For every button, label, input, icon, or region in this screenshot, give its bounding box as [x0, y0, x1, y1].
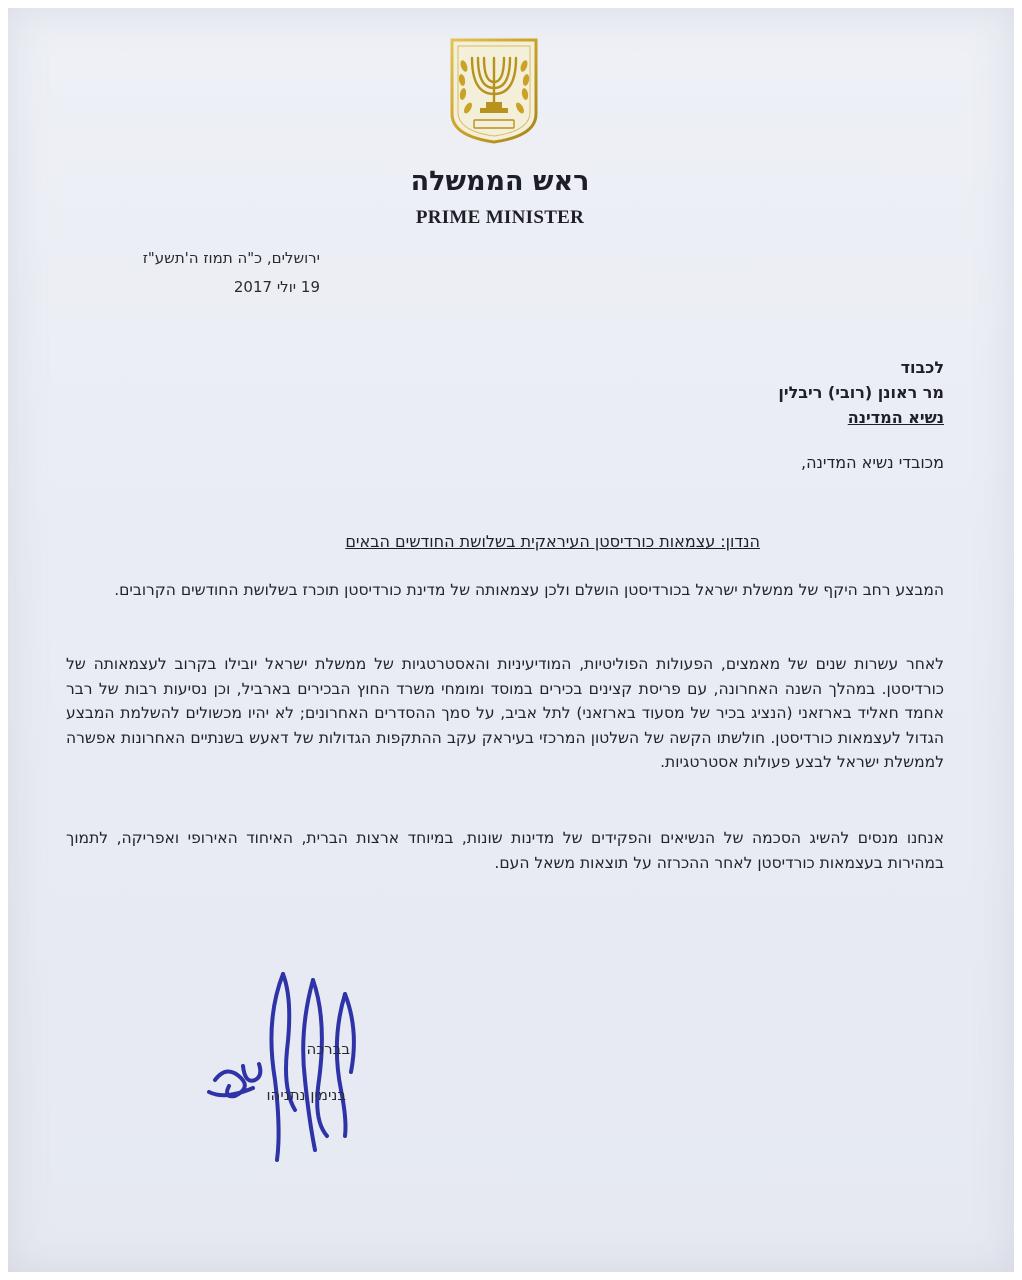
body-paragraph-3: אנחנו מנסים להשיג הסכמה של הנשיאים והפקידים של מדינות שונות, במיוחד ארצות הברית, האיחוד האירופי ואפריקה, לתמוך במהירות בעצמאות כורדיסטן לאחר ההכרזה על תוצאות משאל העם. — [66, 829, 944, 872]
gregorian-date: 19 יולי 2017 — [233, 278, 320, 296]
body-paragraph-2: לאחר עשרות שנים של מאמצים, הפעולות הפוליטיות, המודיעיניות והאסטרטגיות של ממשלת ישראל יובילו בקרוב לעצמאותה של כורדיסטן. במהלך השנה האחרונה, עם פריסת קצינים בכירים במוסד ומומחי משרד החוץ הבכירים בארביל, וכן נסיעות רבות של רבר אחמד חאליד בארזאני (הנציג בכיר של מסעוד בארזאני) לתל אביב, על סמך ההסדרים האחרונים; לא יהיו מכשולים להשלמת המבצע הגדול לעצמאות כורדיסטן. חולשתו הקשה של השלטון המרכזי בעיראק עקב ההתקפות הגדולות של דאעש בשנתיים האחרונות אפשרה לממשלת ישראל לבצע פעולות אסטרטגיות. — [66, 655, 944, 771]
hebrew-date: ירושלים, כ"ה תמוז ה'תשע"ז — [142, 249, 320, 267]
recipient-block — [560, 355, 944, 430]
recipient-name: מר ראונן (רובי) ריבלין — [778, 383, 944, 402]
letter-date — [80, 244, 320, 302]
recipient-honorific: לכבוד — [900, 358, 944, 377]
letterhead-title-english: PRIME MINISTER — [415, 207, 585, 228]
letter-paper — [8, 8, 1014, 1272]
letterhead-title-hebrew: ראש הממשלה — [410, 166, 590, 197]
letter-subject: הנדון: עצמאות כורדיסטן העיראקית בשלושת החודשים הבאים — [345, 532, 760, 551]
closing-phrase: בברכה — [306, 1040, 350, 1058]
state-emblem-icon — [448, 36, 540, 146]
recipient-title: נשיא המדינה — [847, 408, 944, 427]
salutation: מכובדי נשיא המדינה, — [800, 453, 944, 472]
signer-name: בנימין נתניהו — [266, 1086, 346, 1104]
signature-icon — [195, 960, 385, 1170]
body-paragraph-1: המבצע רחב היקף של ממשלת ישראל בכורדיסטן הושלם ולכן עצמאותה של מדינת כורדיסטן תוכרז בשלושת החודשים הקרובים. — [114, 581, 944, 599]
